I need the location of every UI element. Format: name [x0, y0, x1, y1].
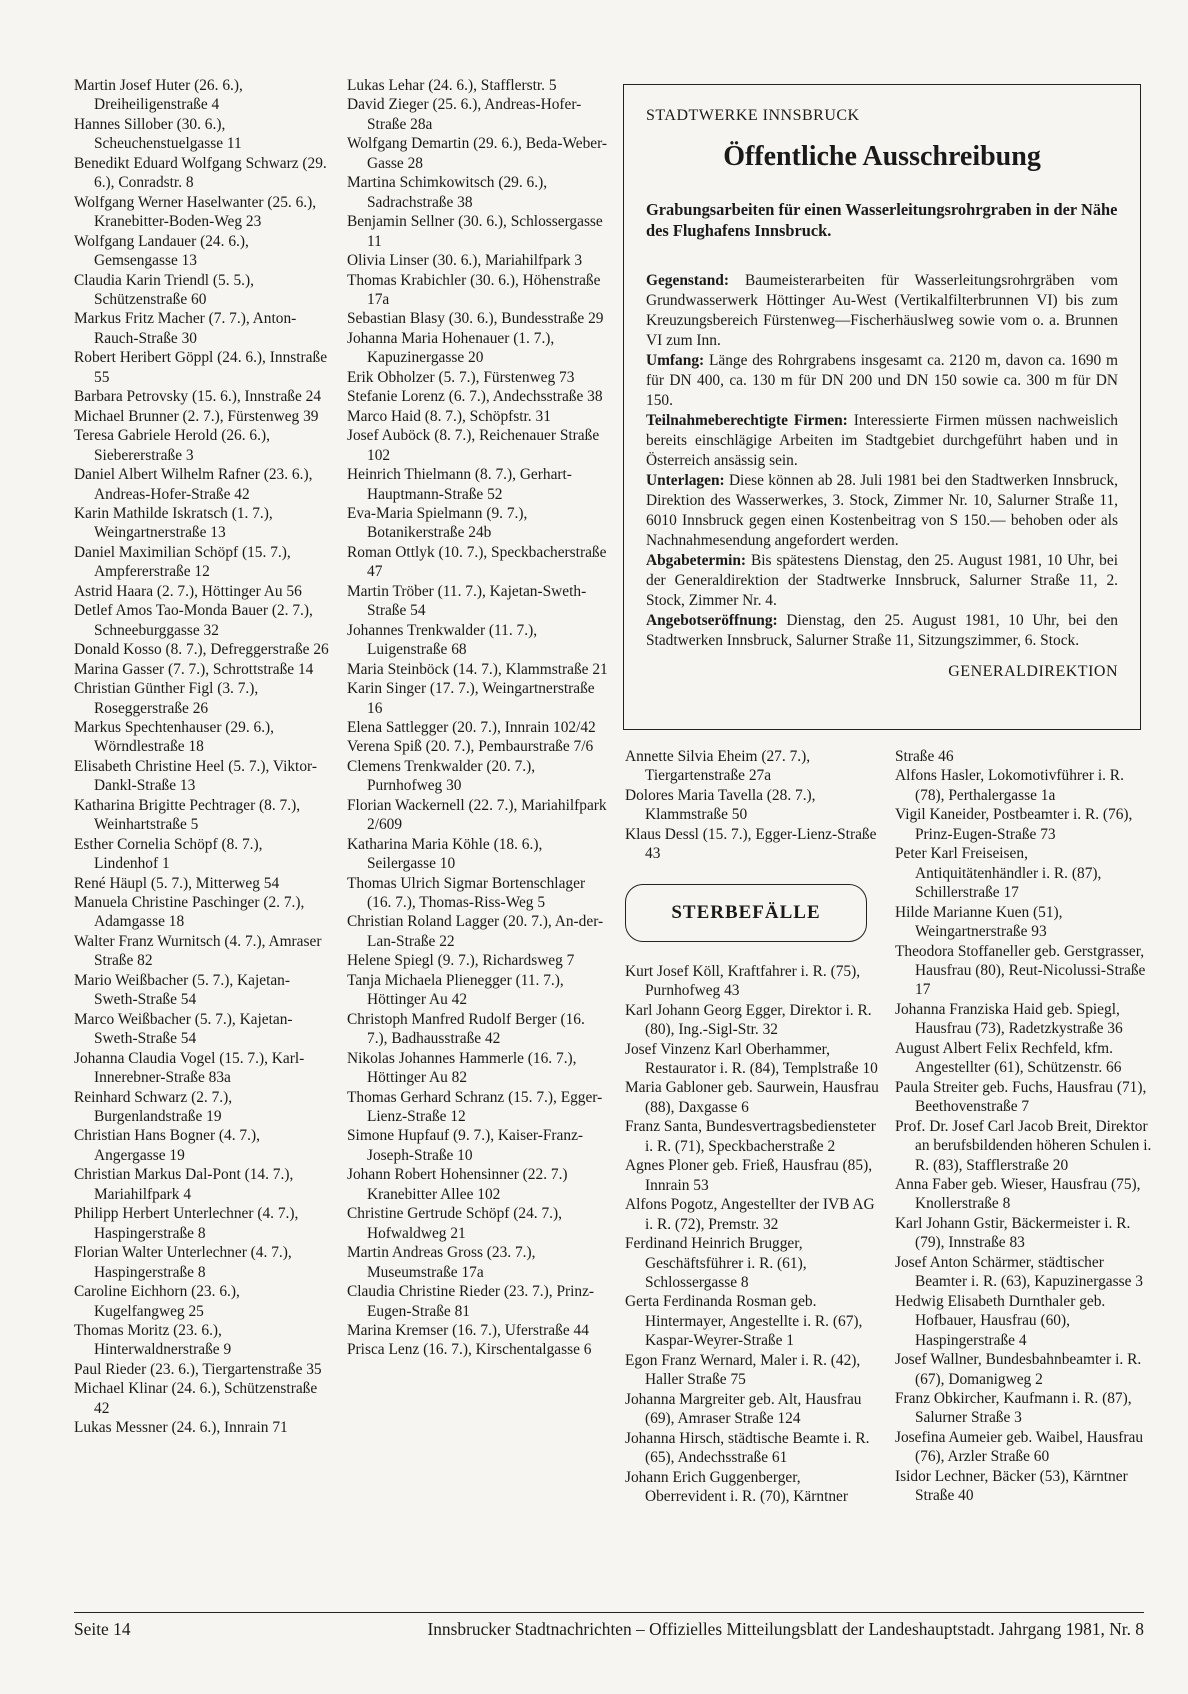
list-item: Isidor Lechner, Bäcker (53), Kärntner Straße 40 [895, 1467, 1128, 1505]
list-item: Hilde Marianne Kuen (51), Weingartnerstraße 93 [895, 903, 1063, 941]
list-item: David Zieger (25. 6.), Andreas-Hofer-Straße 28a [347, 96, 582, 133]
list-item: Franz Obkircher, Kaufmann i. R. (87), Salurner Straße 3 [895, 1389, 1132, 1427]
list-item: Lukas Lehar (24. 6.), Stafflerstr. 5 [347, 77, 557, 94]
list-item: Johann Robert Hohensinner (22. 7.) Kranebitter Allee 102 [347, 1166, 568, 1203]
list-item: Johannes Trenkwalder (11. 7.), Luigenstraße 68 [347, 621, 538, 659]
list-item: Christian Roland Lagger (20. 7.), An-der-Lan-Straße 22 [347, 913, 604, 950]
list-item: Johanna Margreiter geb. Alt, Hausfrau (69), Amraser Straße 124 [625, 1390, 862, 1428]
list-item: Marco Haid (8. 7.), Schöpfstr. 31 [347, 407, 551, 425]
list-item: Simone Hupfauf (9. 7.), Kaiser-Franz-Joseph-Straße 10 [347, 1127, 584, 1164]
list-item: Markus Fritz Macher (7. 7.), Anton-Rauch-Straße 30 [74, 310, 297, 347]
list-item: Robert Heribert Göppl (24. 6.), Innstraße 55 [74, 349, 328, 386]
list-item: Astrid Haara (2. 7.), Höttinger Au 56 [74, 582, 302, 600]
list-item: Katharina Brigitte Pechtrager (8. 7.), Weinhartstraße 5 [74, 796, 301, 834]
list-item: Lukas Messner (24. 6.), Innrain 71 [74, 1419, 288, 1437]
notice-title: Öffentliche Ausschreibung [723, 141, 1041, 172]
list-item: Marina Gasser (7. 7.), Schrottstraße 14 [74, 660, 314, 678]
notice-subtitle: Grabungsarbeiten für einen Wasserleitungsrohrgraben in der Nähe des Flughafens Innsbruck. [646, 200, 1118, 240]
list-item: Anna Faber geb. Wieser, Hausfrau (75), Knollerstraße 8 [895, 1175, 1141, 1213]
list-item: Dolores Maria Tavella (28. 7.), Klammstraße 50 [625, 786, 816, 824]
list-item: Thomas Gerhard Schranz (15. 7.), Egger-Lienz-Straße 12 [347, 1088, 603, 1126]
list-item: Christian Markus Dal-Pont (14. 7.), Mariahilfpark 4 [74, 1166, 294, 1203]
list-item: Wolfgang Demartin (29. 6.), Beda-Weber-Gasse 28 [347, 135, 608, 172]
list-item: Franz Santa, Bundesvertragsbediensteter i. R. (71), Speckbacherstraße 2 [625, 1118, 876, 1155]
list-item: Maria Gabloner geb. Saurwein, Hausfrau (88), Daxgasse 6 [625, 1079, 879, 1116]
list-item: Agnes Ploner geb. Frieß, Hausfrau (85), Innrain 53 [625, 1157, 873, 1194]
deaths-list [625, 962, 885, 1507]
list-item: Egon Franz Wernard, Maler i. R. (42), Haller Straße 75 [625, 1351, 861, 1389]
list-item: Ferdinand Heinrich Brugger, Geschäftsführer i. R. (61), Schlossergasse 8 [625, 1235, 807, 1291]
list-item: Klaus Dessl (15. 7.), Egger-Lienz-Straße 43 [625, 825, 877, 863]
notice-deadline: Abgabetermin: Bis spätestens Dienstag, den 25. August 1981, 10 Uhr, bei der Generaldirektion der Stadtwerke Innsbruck, Salurner Straße 11, 2. Stock, Zimmer Nr. 4. [646, 552, 1118, 609]
list-item: Helene Spiegl (9. 7.), Richardsweg 7 [347, 952, 575, 970]
births-column-2 [347, 76, 609, 1360]
list-item: Elisabeth Christine Heel (5. 7.), Viktor-Dankl-Straße 13 [74, 757, 317, 795]
list-item: Johanna Claudia Vogel (15. 7.), Karl-Innerebner-Straße 83a [74, 1049, 305, 1087]
list-item: Michael Klinar (24. 6.), Schützenstraße 42 [74, 1380, 318, 1417]
list-item: Elena Sattlegger (20. 7.), Innrain 102/42 [347, 718, 596, 736]
list-item: Vigil Kaneider, Postbeamter i. R. (76), Prinz-Eugen-Straße 73 [895, 806, 1133, 843]
list-item: Christoph Manfred Rudolf Berger (16. 7.), Badhausstraße 42 [347, 1010, 585, 1048]
column-3 [625, 747, 885, 1506]
list-item: Caroline Eichhorn (23. 6.), Kugelfangweg 25 [74, 1283, 240, 1320]
list-item: Kurt Josef Köll, Kraftfahrer i. R. (75), Purnhofweg 43 [625, 962, 861, 1000]
list-item: Eva-Maria Spielmann (9. 7.), Botanikerstraße 24b [347, 504, 528, 542]
list-item: Florian Wackernell (22. 7.), Mariahilfpark 2/609 [347, 796, 607, 834]
list-item: Josef Anton Schärmer, städtischer Beamter i. R. (63), Kapuzinergasse 3 [895, 1253, 1143, 1291]
list-item: Barbara Petrovsky (15. 6.), Innstraße 24 [74, 388, 322, 406]
list-item: Josefina Aumeier geb. Waibel, Hausfrau (76), Arzler Straße 60 [895, 1428, 1144, 1466]
list-item: Paula Streiter geb. Fuchs, Hausfrau (71), Beethovenstraße 7 [895, 1078, 1147, 1116]
publication-line: Innsbrucker Stadtnachrichten – Offizielles Mitteilungsblatt der Landeshauptstadt. Jahrgang 1981, Nr. 8 [427, 1619, 1144, 1639]
list-item: Thomas Moritz (23. 6.), Hinterwaldnerstraße 9 [74, 1322, 232, 1359]
list-item: Claudia Karin Triendl (5. 5.), Schützenstraße 60 [74, 271, 254, 308]
list-item: Katharina Maria Köhle (18. 6.), Seilergasse 10 [347, 835, 543, 873]
list-item: Karl Johann Gstir, Bäckermeister i. R. (79), Innstraße 83 [895, 1214, 1131, 1252]
list-item: Alfons Pogotz, Angestellter der IVB AG i. R. (72), Premstr. 32 [625, 1196, 875, 1233]
list-item: René Häupl (5. 7.), Mitterweg 54 [74, 874, 280, 892]
list-item: Manuela Christine Paschinger (2. 7.), Adamgasse 18 [74, 894, 305, 931]
page-number: Seite 14 [74, 1619, 131, 1639]
list-item: Erik Obholzer (5. 7.), Fürstenweg 73 [347, 368, 575, 386]
list-item: Markus Spechtenhauser (29. 6.), Wörndlestraße 18 [74, 718, 275, 756]
deaths-heading: STERBEFÄLLE [625, 884, 867, 942]
list-item: Paul Rieder (23. 6.), Tiergartenstraße 35 [74, 1360, 322, 1378]
list-item: Michael Brunner (2. 7.), Fürstenweg 39 [74, 407, 319, 425]
list-item: Esther Cornelia Schöpf (8. 7.), Lindenhof 1 [74, 835, 263, 873]
list-item: Daniel Maximilian Schöpf (15. 7.), Ampfererstraße 12 [74, 543, 291, 581]
list-item: Marina Kremser (16. 7.), Uferstraße 44 [347, 1322, 589, 1339]
list-item: Heinrich Thielmann (8. 7.), Gerhart-Hauptmann-Straße 52 [347, 466, 572, 503]
births-column-1 [74, 76, 330, 1438]
list-item: Prof. Dr. Josef Carl Jacob Breit, Direktor an berufsbildenden höheren Schulen i. R. (83), Stafflerstraße 20 [895, 1117, 1152, 1174]
list-item: Benedikt Eduard Wolfgang Schwarz (29. 6.), Conradstr. 8 [74, 154, 327, 192]
list-item: Mario Weißbacher (5. 7.), Kajetan-Sweth-Straße 54 [74, 971, 290, 1009]
public-tender-notice [623, 84, 1141, 730]
list-item: Tanja Michaela Plienegger (11. 7.), Höttinger Au 42 [347, 971, 564, 1009]
list-item: Gerta Ferdinanda Rosman geb. Hintermayer, Angestellte i. R. (67), Kaspar-Weyrer-Straße 1 [625, 1293, 863, 1350]
list-item: Johanna Franziska Haid geb. Spiegl, Hausfrau (73), Radetzkystraße 36 [895, 1000, 1123, 1038]
list-item: Christian Günther Figl (3. 7.), Roseggerstraße 26 [74, 680, 259, 717]
notice-subject: Gegenstand: Baumeisterarbeiten für Wasserleitungsrohrgräben vom Grundwasserwerk Höttinger Au-West (Vertikalfilterbrunnen VI) bis zum Kreuzungsbereich Fürstenweg—Fischerhäuslweg sowie vom o. a. Brunnen VI zum Inn. [646, 272, 1118, 349]
deaths-column-2 [895, 747, 1153, 1506]
births-continuation [625, 747, 885, 864]
list-item: Philipp Herbert Unterlechner (4. 7.), Haspingerstraße 8 [74, 1205, 299, 1242]
notice-signature: GENERALDIREKTION [948, 663, 1118, 680]
list-item: Nikolas Johannes Hammerle (16. 7.), Höttinger Au 82 [347, 1049, 577, 1087]
notice-scope: Umfang: Länge des Rohrgrabens insgesamt ca. 2120 m, davon ca. 1690 m für DN 400, ca. 130 m für DN 200 und DN 150 sowie ca. 300 m für DN 150. [646, 352, 1118, 409]
notice-organization: STADTWERKE INNSBRUCK [646, 107, 860, 124]
list-item: Johann Erich Guggenberger, Oberrevident i. R. (70), Kärntner [625, 1468, 849, 1505]
list-item: Detlef Amos Tao-Monda Bauer (2. 7.), Schneeburggasse 32 [74, 602, 313, 639]
list-item: Johanna Maria Hohenauer (1. 7.), Kapuzinergasse 20 [347, 329, 555, 367]
list-item: Reinhard Schwarz (2. 7.), Burgenlandstraße 19 [74, 1088, 233, 1126]
list-item: Martin Tröber (11. 7.), Kajetan-Sweth-Straße 54 [347, 582, 587, 620]
list-item: Clemens Trenkwalder (20. 7.), Purnhofweg 30 [347, 757, 536, 795]
list-item: Hannes Sillober (30. 6.), Scheuchenstuelgasse 11 [74, 115, 242, 153]
list-item: Josef Wallner, Bundesbahnbeamter i. R. (67), Domanigweg 2 [895, 1351, 1142, 1388]
list-item: Alfons Hasler, Lokomotivführer i. R. (78), Perthalergasse 1a [895, 767, 1124, 804]
list-item: Karin Singer (17. 7.), Weingartnerstraße 16 [347, 680, 595, 717]
list-item: Florian Walter Unterlechner (4. 7.), Haspingerstraße 8 [74, 1244, 292, 1281]
page-footer [74, 1612, 1144, 1640]
list-item: Sebastian Blasy (30. 6.), Bundesstraße 29 [347, 310, 604, 328]
list-item: Walter Franz Wurnitsch (4. 7.), Amraser Straße 82 [74, 932, 322, 970]
list-item: Benjamin Sellner (30. 6.), Schlossergasse 11 [347, 213, 603, 250]
notice-documents: Unterlagen: Diese können ab 28. Juli 1981 bei den Stadtwerken Innsbruck, Direktion des Wasserwerkes, 3. Stock, Zimmer Nr. 10, Salurner Straße 11, 6010 Innsbruck gegen einen Kostenbeitrag von S 150.— behoben oder als Nachnahmesendung angefordert werden. [646, 472, 1118, 549]
list-item: Christian Hans Bogner (4. 7.), Angergasse 19 [74, 1127, 260, 1164]
list-item: Karl Johann Georg Egger, Direktor i. R. (80), Ing.-Sigl-Str. 32 [625, 1001, 872, 1039]
list-item: Theodora Stoffaneller geb. Gerstgrasser, Hausfrau (80), Reut-Nicolussi-Straße 17 [895, 942, 1146, 999]
list-item: Thomas Krabichler (30. 6.), Höhenstraße 17a [347, 271, 601, 308]
list-item: Hedwig Elisabeth Durnthaler geb. Hofbauer, Hausfrau (60), Haspingerstraße 4 [895, 1292, 1106, 1349]
list-item: Marco Weißbacher (5. 7.), Kajetan-Sweth-Straße 54 [74, 1010, 293, 1048]
list-item: Peter Karl Freiseisen, Antiquitätenhändler i. R. (87), Schillerstraße 17 [895, 845, 1102, 902]
list-item: Teresa Gabriele Herold (26. 6.), Siebererstraße 3 [74, 427, 270, 464]
list-item: Josef Auböck (8. 7.), Reichenauer Straße 102 [347, 427, 600, 464]
list-item: Prisca Lenz (16. 7.), Kirschentalgasse 6 [347, 1341, 592, 1359]
list-item: Johanna Hirsch, städtische Beamte i. R. (65), Andechsstraße 61 [625, 1429, 870, 1467]
list-item: Maria Steinböck (14. 7.), Klammstraße 21 [347, 660, 608, 678]
list-item: Donald Kosso (8. 7.), Defreggerstraße 26 [74, 641, 329, 659]
list-item: Wolfgang Landauer (24. 6.), Gemsengasse 13 [74, 232, 249, 270]
list-item: Wolfgang Werner Haselwanter (25. 6.), Kranebitter-Boden-Weg 23 [74, 193, 317, 231]
notice-eligible-firms: Teilnahmeberechtigte Firmen: Interessierte Firmen müssen nachweislich bereits einschlägige Arbeiten im Stadtgebiet durchgeführt haben und in Österreich ansässig sein. [646, 412, 1118, 469]
list-item: Thomas Ulrich Sigmar Bortenschlager (16. 7.), Thomas-Riss-Weg 5 [347, 874, 586, 912]
list-item: Martin Josef Huter (26. 6.), Dreiheiligenstraße 4 [74, 77, 243, 114]
list-item: Martin Andreas Gross (23. 7.), Museumstraße 17a [347, 1244, 536, 1281]
list-item: Christine Gertrude Schöpf (24. 7.), Hofwaldweg 21 [347, 1205, 562, 1242]
list-item: Daniel Albert Wilhelm Rafner (23. 6.), Andreas-Hofer-Straße 42 [74, 466, 313, 503]
list-item: Straße 46 [895, 748, 954, 765]
list-item: Karin Mathilde Iskratsch (1. 7.), Weingartnerstraße 13 [74, 504, 273, 542]
list-item: Olivia Linser (30. 6.), Mariahilfpark 3 [347, 252, 583, 270]
list-item: Josef Vinzenz Karl Oberhammer, Restaurator i. R. (84), Templstraße 10 [625, 1040, 878, 1077]
list-item: August Albert Felix Rechfeld, kfm. Angestellter (61), Schützenstr. 66 [895, 1039, 1122, 1077]
list-item: Roman Ottlyk (10. 7.), Speckbacherstraße 47 [347, 543, 607, 581]
list-item: Verena Spiß (20. 7.), Pembaurstraße 7/6 [347, 738, 594, 756]
list-item: Martina Schimkowitsch (29. 6.), Sadrachstraße 38 [347, 174, 548, 211]
list-item: Claudia Christine Rieder (23. 7.), Prinz-Eugen-Straße 81 [347, 1283, 595, 1320]
list-item: Stefanie Lorenz (6. 7.), Andechsstraße 38 [347, 388, 603, 406]
notice-opening: Angebotseröffnung: Dienstag, den 25. August 1981, 10 Uhr, bei den Stadtwerken Innsbruck, Salurner Straße 11, Sitzungszimmer, 6. Stock. [646, 612, 1118, 649]
list-item: Annette Silvia Eheim (27. 7.), Tiergartenstraße 27a [625, 748, 811, 785]
